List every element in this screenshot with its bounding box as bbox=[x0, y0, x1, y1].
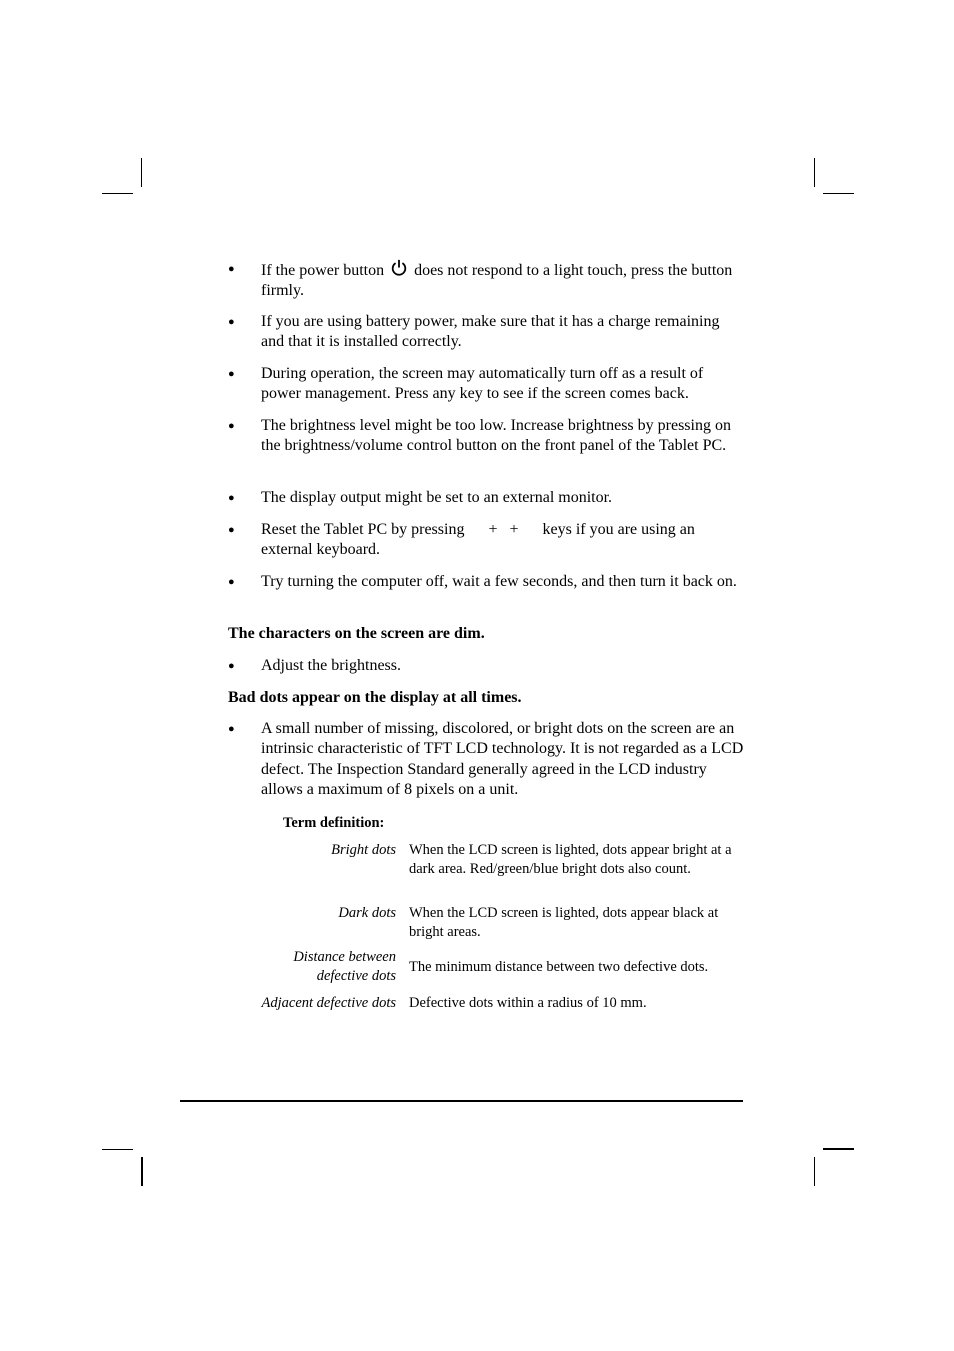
term-name: Distance between defective dots bbox=[293, 949, 396, 984]
term-definition: The minimum distance between two defective dots. bbox=[409, 959, 709, 975]
crop-mark-top-right-vertical bbox=[814, 158, 815, 187]
list-item-text: Try turning the computer off, wait a few seconds, and then turn it back on. bbox=[261, 573, 737, 590]
section-heading-bad-dots: Bad dots appear on the display at all times. bbox=[228, 689, 522, 706]
term-definition: Defective dots within a radius of 10 mm. bbox=[409, 995, 647, 1011]
term-definition: When the LCD screen is lighted, dots appear black at bright areas. bbox=[409, 905, 719, 940]
crop-mark-bottom-left-horizontal bbox=[102, 1149, 133, 1150]
crop-mark-bottom-right-horizontal bbox=[823, 1148, 854, 1150]
key-combination: + + bbox=[488, 521, 519, 538]
bullet-glyph: ● bbox=[228, 492, 235, 504]
footer-rule bbox=[180, 1100, 743, 1102]
term-definition: When the LCD screen is lighted, dots appear bright at a dark area. Red/green/blue bright dots also count. bbox=[409, 842, 732, 877]
bullet-glyph: ● bbox=[228, 576, 235, 588]
term-definition-title: Term definition: bbox=[283, 815, 385, 831]
list-item-text: A small number of missing, discolored, or bright dots on the screen are an intrinsic characteristic of TFT LCD technology. It is not regarded as a LCD defect. The Inspection Standard generally agreed in the LCD industry allows a maximum of 8 pixels on a unit. bbox=[261, 720, 744, 799]
bullet-glyph: ● bbox=[228, 263, 235, 275]
term-name: Adjacent defective dots bbox=[261, 995, 396, 1011]
crop-mark-top-right-horizontal bbox=[823, 193, 854, 194]
section-heading-dim: The characters on the screen are dim. bbox=[228, 625, 485, 642]
bullet-glyph: ● bbox=[228, 524, 235, 536]
crop-mark-bottom-left-vertical bbox=[141, 1157, 143, 1186]
crop-mark-top-left-horizontal bbox=[102, 193, 133, 194]
crop-mark-top-left-vertical bbox=[141, 158, 142, 187]
bullet-glyph: ● bbox=[228, 368, 235, 380]
list-item-text: The brightness level might be too low. Increase brightness by pressing on the brightness/volume control button on the front panel of the Tablet PC. bbox=[261, 417, 731, 455]
list-item-text: Reset the Tablet PC by pressing + + keys if you are using an external keyboard. bbox=[261, 521, 695, 559]
bullet-glyph: ● bbox=[228, 723, 235, 735]
list-item-text: During operation, the screen may automatically turn off as a result of power management. Press any key to see if the screen comes back. bbox=[261, 365, 704, 403]
power-icon bbox=[390, 259, 408, 277]
list-item-text: Adjust the brightness. bbox=[261, 657, 401, 674]
list-item-text: If you are using battery power, make sure that it has a charge remaining and that it is installed correctly. bbox=[261, 313, 720, 351]
list-item-text: If the power button does not respond to a light touch, press the button firmly. bbox=[261, 259, 746, 302]
list-item-text: The display output might be set to an external monitor. bbox=[261, 489, 613, 506]
bullet-glyph: ● bbox=[228, 316, 235, 328]
bullet-glyph: ● bbox=[228, 420, 235, 432]
crop-mark-bottom-right-vertical bbox=[814, 1157, 815, 1186]
term-name: Bright dots bbox=[331, 842, 396, 858]
bullet-glyph: ● bbox=[228, 660, 235, 672]
term-name: Dark dots bbox=[338, 905, 396, 921]
